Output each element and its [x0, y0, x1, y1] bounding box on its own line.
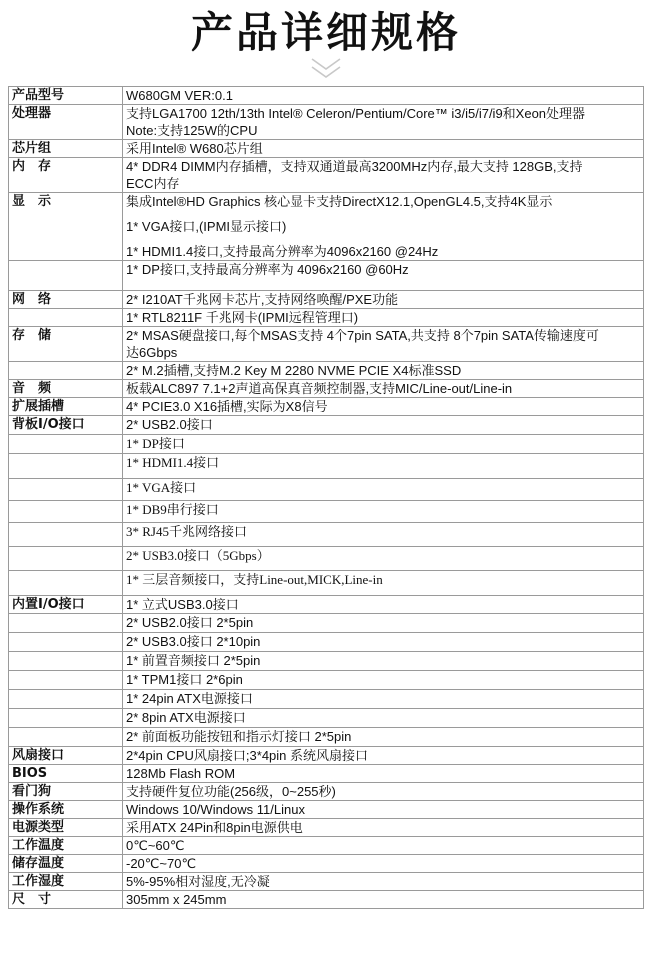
table-row [9, 571, 644, 596]
spec-value [123, 728, 644, 747]
spec-value [123, 652, 644, 671]
table-row [9, 523, 644, 547]
spec-value [123, 819, 644, 837]
spec-value [123, 837, 644, 855]
table-row [9, 709, 644, 728]
table-row [9, 454, 644, 479]
spec-label: 网 络 [9, 291, 123, 309]
table-row [9, 652, 644, 671]
spec-value [123, 801, 644, 819]
table-row [9, 380, 644, 398]
spec-label: 尺 寸 [9, 891, 123, 909]
table-row [9, 765, 644, 783]
spec-value-line: 2* M.2插槽,支持M.2 Key M 2280 NVME PCIE X4标准SSD [126, 363, 462, 378]
spec-label [9, 523, 123, 547]
spec-value-line: 达6Gbps [126, 345, 178, 360]
spec-label: 工作湿度 [9, 873, 123, 891]
spec-value-line: W680GM VER:0.1 [126, 88, 233, 103]
spec-value [123, 783, 644, 801]
spec-label [9, 547, 123, 571]
spec-value-line: 5%-95%相对湿度,无冷凝 [126, 874, 270, 889]
table-row [9, 891, 644, 909]
spec-value [123, 596, 644, 614]
spec-value [123, 523, 644, 547]
spec-value-line: 1* 三层音频接口，支持Line-out,MICK,Line-in [126, 572, 383, 587]
spec-label [9, 501, 123, 523]
spec-value-line: 集成Intel®HD Graphics 核心显卡支持DirectX12.1,OpenGL4.5,支持4K显示 [126, 194, 553, 209]
spec-value-line: 2* USB3.0接口（5Gbps） [126, 548, 270, 563]
spec-label [9, 479, 123, 501]
spec-label [9, 309, 123, 327]
spec-value-line: 4* PCIE3.0 X16插槽,实际为X8信号 [126, 399, 328, 414]
table-row [9, 398, 644, 416]
table-row [9, 193, 644, 261]
table-row [9, 479, 644, 501]
table-row [9, 362, 644, 380]
spec-value [123, 747, 644, 765]
table-row [9, 728, 644, 747]
table-row [9, 291, 644, 309]
spec-value-line: 3* RJ45千兆网络接口 [126, 524, 247, 539]
table-row [9, 783, 644, 801]
table-row [9, 547, 644, 571]
spec-value [123, 571, 644, 596]
spec-label [9, 435, 123, 454]
spec-value [123, 291, 644, 309]
spec-value [123, 709, 644, 728]
table-row [9, 614, 644, 633]
spec-value [123, 501, 644, 523]
table-row [9, 873, 644, 891]
spec-value [123, 873, 644, 891]
spec-value [123, 855, 644, 873]
table-row [9, 140, 644, 158]
spec-value [123, 309, 644, 327]
spec-value-line: 1* DP接口 [126, 436, 185, 451]
table-row [9, 158, 644, 193]
table-row [9, 105, 644, 140]
table-row [9, 819, 644, 837]
spec-value [123, 435, 644, 454]
spec-value-line: 1* 前置音频接口 2*5pin [126, 653, 261, 668]
table-row [9, 801, 644, 819]
spec-value-line: 1* TPM1接口 2*6pin [126, 672, 243, 687]
table-row [9, 747, 644, 765]
spec-value [123, 416, 644, 435]
spec-value-line: Windows 10/Windows 11/Linux [126, 802, 305, 817]
spec-label: 储存温度 [9, 855, 123, 873]
spec-value [123, 105, 644, 140]
spec-label: 电源类型 [9, 819, 123, 837]
spec-label: 内 存 [9, 158, 123, 193]
spec-value [123, 614, 644, 633]
spec-label: 内置I/O接口 [9, 596, 123, 614]
spec-value-line: 2*4pin CPU风扇接口;3*4pin 系统风扇接口 [126, 748, 369, 763]
spec-value-line: 1* HDMI1.4接口 [126, 455, 220, 470]
spec-label: 操作系统 [9, 801, 123, 819]
spec-value-line: 2* 前面板功能按钮和指示灯接口 2*5pin [126, 729, 352, 744]
table-row [9, 501, 644, 523]
table-row [9, 837, 644, 855]
table-row [9, 261, 644, 291]
spec-value [123, 261, 644, 291]
table-row [9, 690, 644, 709]
spec-value-line: 2* USB2.0接口 [126, 417, 213, 432]
spec-label: 音 频 [9, 380, 123, 398]
spec-value [123, 479, 644, 501]
spec-value [123, 891, 644, 909]
spec-value-line: 1* 24pin ATX电源接口 [126, 691, 253, 706]
spec-value-line: 1* VGA接口 [126, 480, 197, 495]
spec-label: 背板I/O接口 [9, 416, 123, 435]
spec-label [9, 728, 123, 747]
spec-label: BIOS [9, 765, 123, 783]
spec-value-line: 1* VGA接口,(IPMI显示接口) [126, 219, 287, 234]
spec-label [9, 671, 123, 690]
spec-value [123, 327, 644, 362]
spec-value [123, 547, 644, 571]
spec-label [9, 709, 123, 728]
spec-value [123, 671, 644, 690]
spec-value-line: 支持硬件复位功能(256级，0~255秒) [126, 784, 336, 799]
spec-label [9, 690, 123, 709]
spec-value [123, 398, 644, 416]
spec-value-line: 2* USB3.0接口 2*10pin [126, 634, 261, 649]
spec-label [9, 633, 123, 652]
table-row [9, 671, 644, 690]
spec-label: 扩展插槽 [9, 398, 123, 416]
spec-value-line: -20℃~70℃ [126, 856, 197, 871]
spec-value [123, 454, 644, 479]
spec-value-line: 305mm x 245mm [126, 892, 227, 907]
spec-value-line: 1* 立式USB3.0接口 [126, 597, 239, 612]
spec-value-line: 2* MSAS硬盘接口,每个MSAS支持 4个7pin SATA,共支持 8个7pin SATA传输速度可 [126, 328, 599, 343]
spec-value-line: 4* DDR4 DIMM内存插槽，支持双通道最高3200MHz内存,最大支持 128GB,支持 [126, 159, 583, 174]
spec-value-line: 2* 8pin ATX电源接口 [126, 710, 246, 725]
spec-label: 产品型号 [9, 87, 123, 105]
spec-value [123, 380, 644, 398]
spec-value-line: 1* DB9串行接口 [126, 502, 219, 517]
spec-value [123, 140, 644, 158]
table-row [9, 596, 644, 614]
spec-value-line: 支持LGA1700 12th/13th Intel® Celeron/Pentium/Core™ i3/i5/i7/i9和Xeon处理器 [126, 106, 586, 121]
table-row [9, 309, 644, 327]
spec-label: 风扇接口 [9, 747, 123, 765]
spec-value [123, 87, 644, 105]
table-row [9, 435, 644, 454]
spec-value-line: 板载ALC897 7.1+2声道高保真音频控制器,支持MIC/Line-out/Line-in [126, 381, 513, 396]
spec-value-line: 2* USB2.0接口 2*5pin [126, 615, 254, 630]
spec-value [123, 765, 644, 783]
spec-value [123, 158, 644, 193]
table-row [9, 327, 644, 362]
spec-value [123, 193, 644, 261]
spec-value-line: 采用Intel® W680芯片组 [126, 141, 263, 156]
spec-value-line: 采用ATX 24Pin和8pin电源供电 [126, 820, 303, 835]
spec-value-line: 2* I210AT千兆网卡芯片,支持网络唤醒/PXE功能 [126, 292, 399, 307]
spec-value [123, 362, 644, 380]
spec-label: 芯片组 [9, 140, 123, 158]
spec-label: 工作温度 [9, 837, 123, 855]
spec-label: 看门狗 [9, 783, 123, 801]
page-title: 产品详细规格 [190, 8, 461, 57]
spec-label [9, 571, 123, 596]
spec-label [9, 454, 123, 479]
spec-label: 存 储 [9, 327, 123, 362]
spec-label: 显 示 [9, 193, 123, 261]
spec-value-line: 0℃~60℃ [126, 838, 185, 853]
spec-value-line: 128Mb Flash ROM [126, 766, 236, 781]
spec-value-line: 1* HDMI1.4接口,支持最高分辨率为4096x2160 @24Hz [126, 244, 439, 259]
spec-value-line: 1* DP接口,支持最高分辨率为 4096x2160 @60Hz [126, 262, 409, 277]
spec-value [123, 633, 644, 652]
spec-value-line: Note:支持125W的CPU [126, 123, 258, 138]
spec-value-line: ECC内存 [126, 176, 180, 191]
table-row [9, 87, 644, 105]
spec-label [9, 614, 123, 633]
chevron-down-icon [310, 57, 342, 81]
spec-label [9, 261, 123, 291]
spec-label [9, 652, 123, 671]
table-row [9, 416, 644, 435]
table-row [9, 855, 644, 873]
spec-table [8, 86, 644, 909]
spec-value [123, 690, 644, 709]
table-row [9, 633, 644, 652]
spec-label: 处理器 [9, 105, 123, 140]
spec-label [9, 362, 123, 380]
spec-value-line: 1* RTL8211F 千兆网卡(IPMI远程管理口) [126, 310, 359, 325]
